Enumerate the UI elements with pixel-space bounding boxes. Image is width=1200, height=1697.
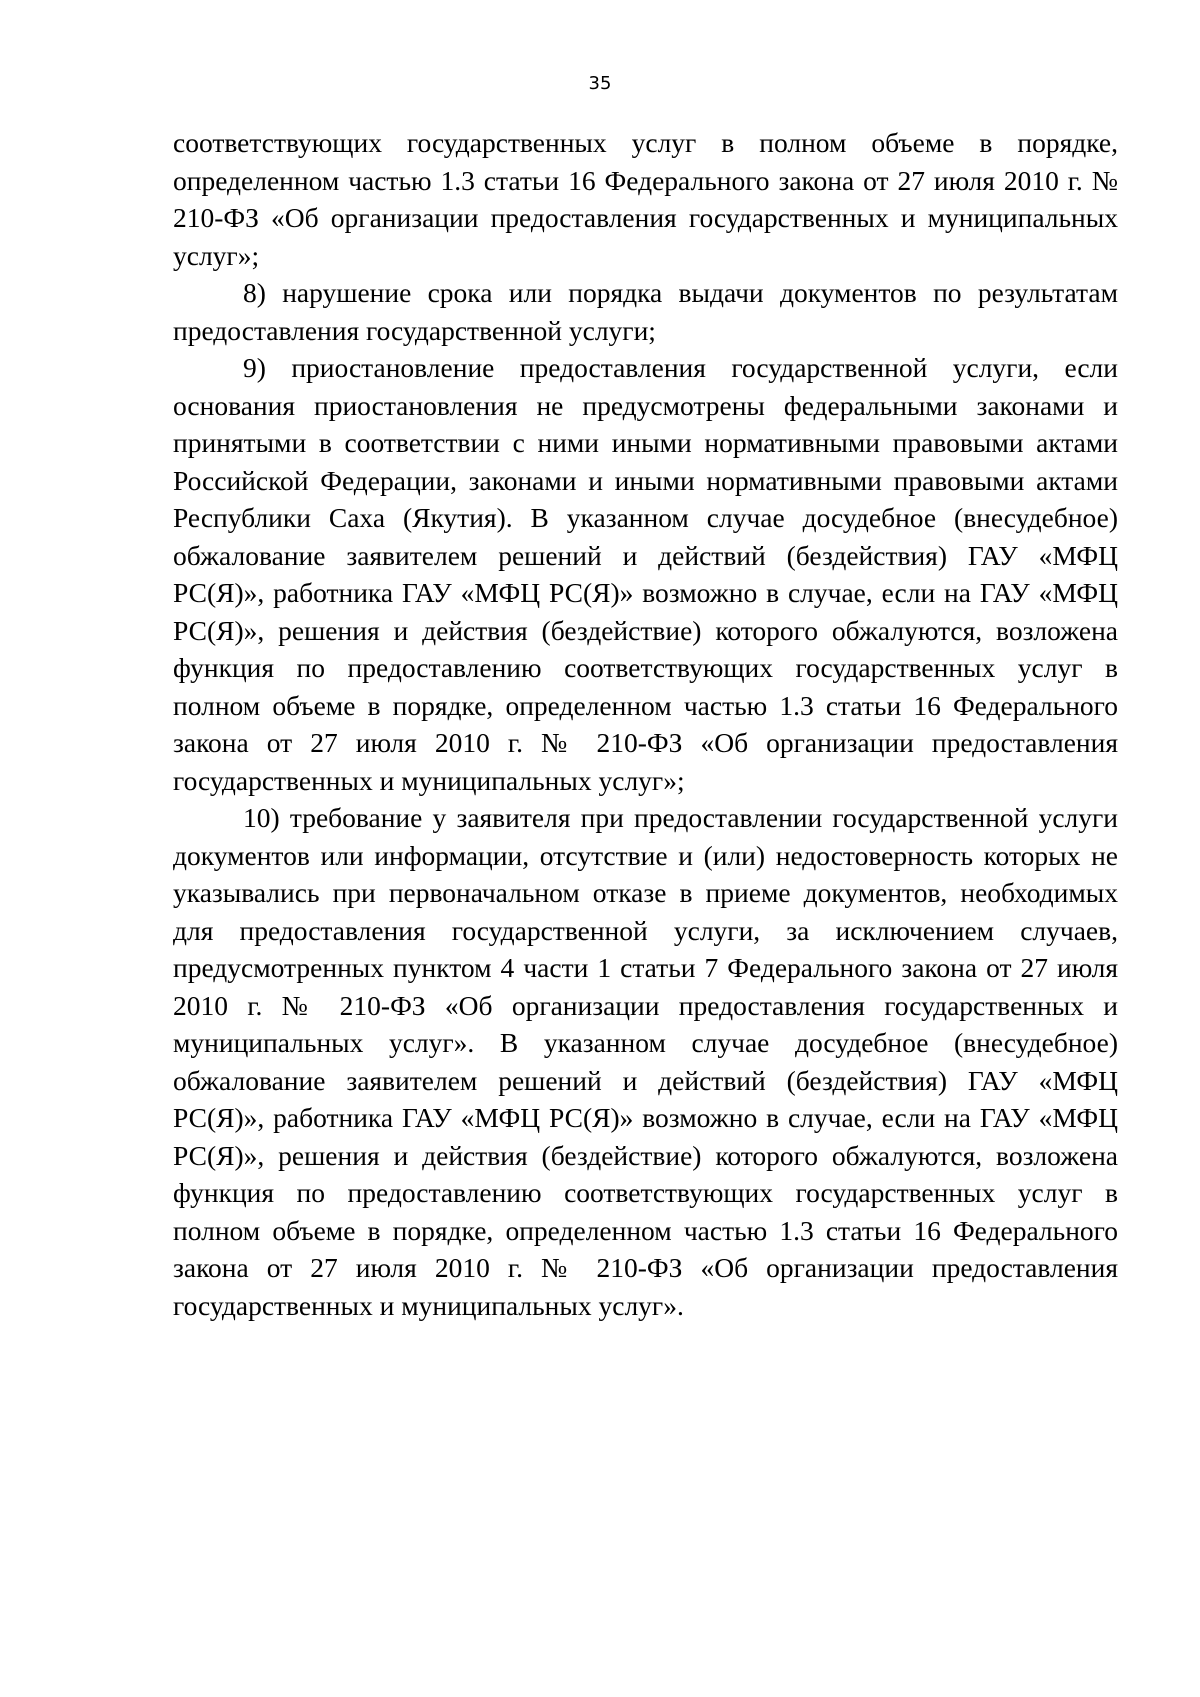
paragraph-item-9: 9) приостановление предоставления государственной услуги, если основания приостановления не предусмотрены федеральными законами и принятыми в соответствии с ними иными нормативными правовыми актами Российской Федерации, законами и иными нормативными правовыми актами Республики Саха (Якутия). В указанном случае досудебное (внесудебное) обжалование заявителем решений и действий (бездействия) ГАУ «МФЦ РС(Я)», работника ГАУ «МФЦ РС(Я)» возможно в случае, если на ГАУ «МФЦ РС(Я)», решения и действия (бездействие) которого обжалуются, возложена функция по предоставлению соответствующих государственных услуг в полном объеме в порядке, определенном частью 1.3 статьи 16 Федерального закона от 27 июля 2010 г. № 210-ФЗ «Об организации предоставления государственных и муниципальных услуг»; [173,352,1118,796]
paragraph-item-8: 8) нарушение срока или порядка выдачи документов по результатам предоставления государственной услуги; [173,277,1118,346]
document-body [173,124,1118,1324]
page-number: 35 [588,73,612,94]
paragraph-continuation: соответствующих государственных услуг в полном объеме в порядке, определенном частью 1.3 статьи 16 Федерального закона от 27 июля 2010 г. № 210-ФЗ «Об организации предоставления государственных и муниципальных услуг»; [173,127,1118,271]
paragraph-item-10: 10) требование у заявителя при предоставлении государственной услуги документов или информации, отсутствие и (или) недостоверность которых не указывались при первоначальном отказе в приеме документов, необходимых для предоставления государственной услуги, за исключением случаев, предусмотренных пунктом 4 части 1 статьи 7 Федерального закона от 27 июля 2010 г. № 210-ФЗ «Об организации предоставления государственных и муниципальных услуг». В указанном случае досудебное (внесудебное) обжалование заявителем решений и действий (бездействия) ГАУ «МФЦ РС(Я)», работника ГАУ «МФЦ РС(Я)» возможно в случае, если на ГАУ «МФЦ РС(Я)», решения и действия (бездействие) которого обжалуются, возложена функция по предоставлению соответствующих государственных услуг в полном объеме в порядке, определенном частью 1.3 статьи 16 Федерального закона от 27 июля 2010 г. № 210-ФЗ «Об организации предоставления государственных и муниципальных услуг». [173,802,1118,1321]
